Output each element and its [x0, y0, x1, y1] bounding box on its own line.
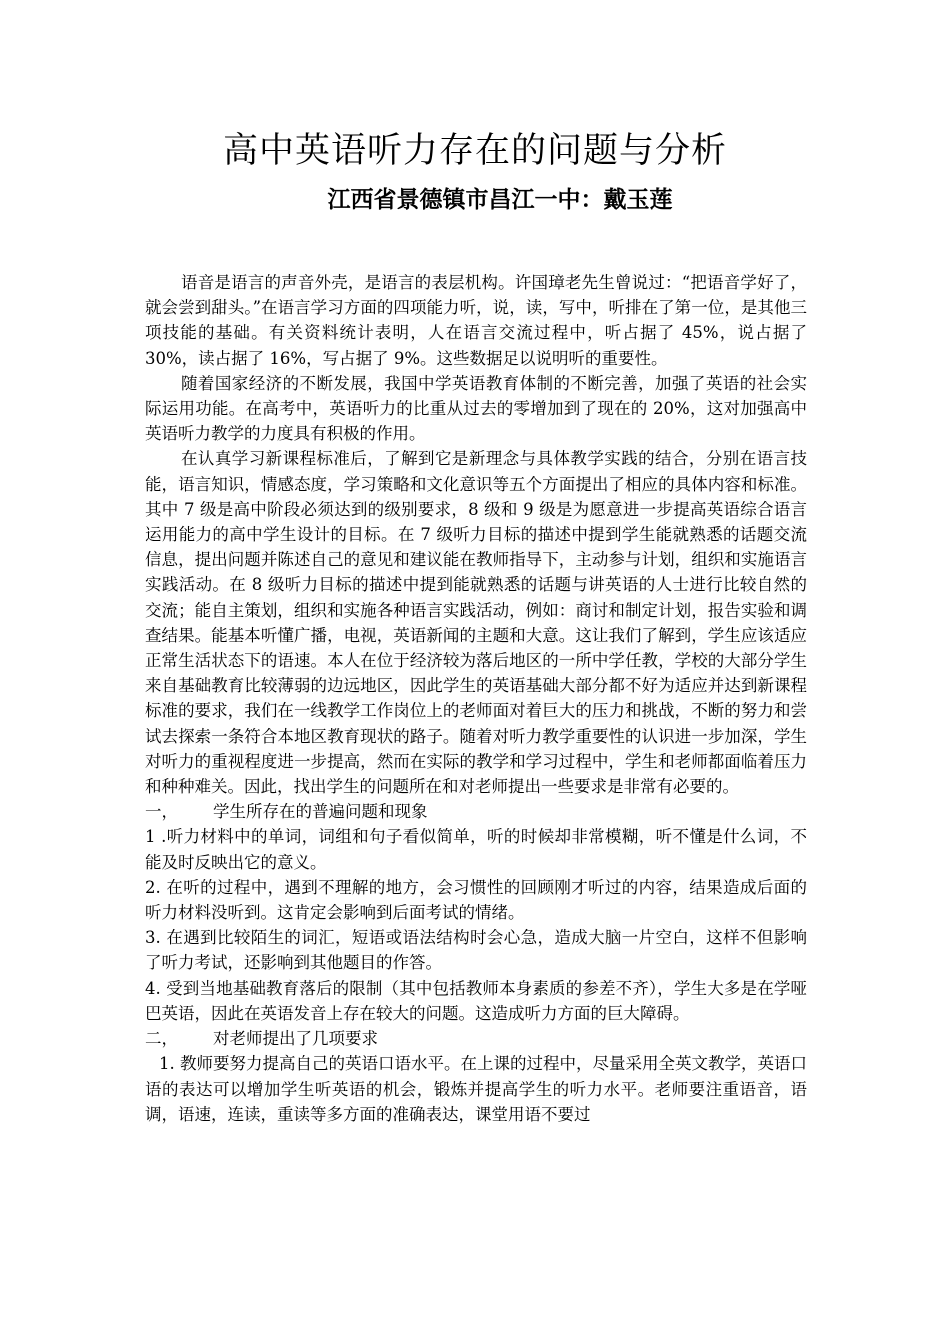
section-title: 学生所存在的普遍问题和现象 [213, 802, 428, 822]
section-heading-2 [145, 1026, 807, 1051]
list-item: 1. 教师要努力提高自己的英语口语水平。在上课的过程中，尽量采用全英文教学，英语口语的表达可以增加学生听英语的机会，锻炼并提高学生的听力水平。老师要注重语音，语调，语速，连读，重读等多方面的准确表达，课堂用语不要过 [145, 1054, 807, 1124]
document-body [145, 270, 807, 1127]
list-item: 1 .听力材料中的单词，词组和句子看似简单，听的时候却非常模糊，听不懂是什么词，不能及时反映出它的意义。 [145, 827, 807, 872]
paragraph: 语音是语言的声音外壳，是语言的表层机构。许国璋老先生曾说过：“把语音学好了，就会尝到甜头。”在语言学习方面的四项能力听，说，读，写中，听排在了第一位，是其他三项技能的基础。有关资料统计表明，人在语言交流过程中，听占据了 45%，说占据了 30%，读占据了 16%，写占据了 9%。这些数据足以说明听的重要性。 [145, 273, 807, 368]
list-item: 3. 在遇到比较陌生的词汇，短语或语法结构时会心急，造成大脑一片空白，这样不但影响了听力考试，还影响到其他题目的作答。 [145, 928, 807, 973]
section-title: 对老师提出了几项要求 [213, 1029, 378, 1049]
paragraph: 随着国家经济的不断发展，我国中学英语教育体制的不断完善，加强了英语的社会实际运用功能。在高考中，英语听力的比重从过去的零增加到了现在的 20%，这对加强高中英语听力教学的力度具有积极的作用。 [145, 373, 807, 444]
list-item: 4. 受到当地基础教育落后的限制（其中包括教师本身素质的参差不齐），学生大多是在学哑巴英语，因此在英语发音上存在较大的问题。这造成听力方面的巨大障碍。 [145, 978, 807, 1023]
paragraph: 在认真学习新课程标准后，了解到它是新理念与具体教学实践的结合，分别在语言技能，语言知识，情感态度，学习策略和文化意识等五个方面提出了相应的具体内容和标准。其中 7 级是高中阶段必须达到的级别要求，8 级和 9 级是为愿意进一步提高英语综合语言运用能力的高中学生设计的目标。在 7 级听力目标的描述中提到学生能就熟悉的话题交流信息，提出问题并陈述自己的意见和建议能在教师指导下，主动参与计划，组织和实施语言实践活动。在 8 级听力目标的描述中提到能就熟悉的话题与讲英语的人士进行比较自然的交流；能自主策划，组织和实施各种语言实践活动，例如：商讨和制定计划，报告实验和调查结果。能基本听懂广播，电视，英语新闻的主题和大意。这让我们了解到，学生应该适应正常生活状态下的语速。本人在位于经济较为落后地区的一所中学任教，学校的大部分学生来自基础教育比较薄弱的边远地区，因此学生的英语基础大部分都不好为适应并达到新课程标准的要求，我们在一线教学工作岗位上的老师面对着巨大的压力和挑战，不断的努力和尝试去探索一条符合本地区教育现状的路子。随着对听力教学重要性的认识进一步加深，学生对听力的重视程度进一步提高，然而在实际的教学和学习过程中，学生和老师都面临着压力和种种难关。因此，找出学生的问题所在和对老师提出一些要求是非常有必要的。 [145, 449, 807, 797]
author-line: 江西省景德镇市昌江一中：戴玉莲 [327, 187, 673, 213]
document-title: 高中英语听力存在的问题与分析 [222, 131, 727, 171]
section-number: 一， [145, 802, 178, 822]
section-heading-1 [145, 799, 807, 824]
section-number: 二， [145, 1029, 178, 1049]
list-item: 2. 在听的过程中，遇到不理解的地方，会习惯性的回顾刚才听过的内容，结果造成后面的听力材料没听到。这肯定会影响到后面考试的情绪。 [145, 877, 807, 923]
